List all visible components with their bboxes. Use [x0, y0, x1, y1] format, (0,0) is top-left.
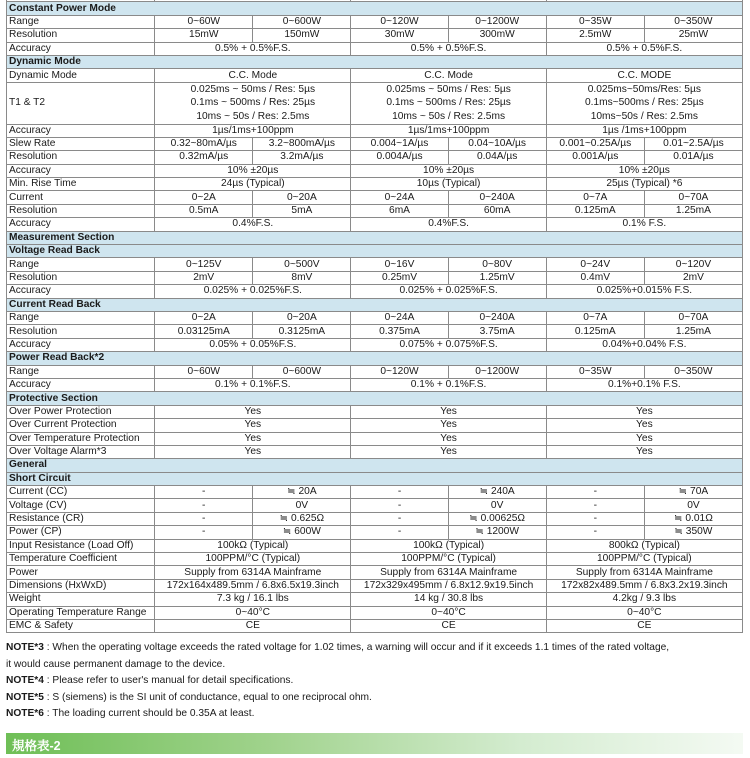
value-cell: - — [351, 512, 448, 525]
value-cell: 0.4%F.S. — [155, 218, 351, 231]
spec-row — [7, 619, 743, 632]
value-cell: 0~2A — [155, 191, 253, 204]
value-cell: CE — [155, 619, 351, 632]
row-label: Range — [7, 311, 155, 324]
section-header: Measurement Section — [7, 231, 743, 244]
value-cell: Yes — [155, 432, 351, 445]
value-cell: 15mW — [155, 29, 253, 42]
spec-row — [7, 285, 743, 298]
note-5 — [6, 690, 743, 707]
value-cell: ≒ 240A — [448, 486, 546, 499]
value-cell: 0~350W — [644, 365, 742, 378]
value-cell: 0V — [253, 499, 351, 512]
note-text: : The loading current should be 0.35A at least. — [43, 708, 255, 720]
value-cell: 0.025% + 0.025%F.S. — [155, 285, 351, 298]
value-cell: Yes — [546, 432, 742, 445]
row-label: Accuracy — [7, 285, 155, 298]
value-cell: 0~80V — [448, 258, 546, 271]
row-label: Dimensions (HxWxD) — [7, 579, 155, 592]
value-line: 10ms ~ 50s / Res: 2.5ms — [392, 110, 506, 122]
row-label: Resolution — [7, 325, 155, 338]
value-cell: 25µs (Typical) *6 — [546, 178, 742, 191]
value-cell: 100PPM/°C (Typical) — [155, 553, 351, 566]
value-cell: 0~20A — [253, 191, 351, 204]
row-label: Accuracy — [7, 218, 155, 231]
value-cell: 0~120W — [351, 15, 448, 28]
value-cell: 0.32~80mA/µs — [155, 137, 253, 150]
value-cell: 10% ±20µs — [546, 164, 742, 177]
section-header: Dynamic Mode — [7, 55, 743, 68]
value-cell: 3.2~800mA/µs — [253, 137, 351, 150]
value-cell: 0~40°C — [546, 606, 742, 619]
value-cell: 0.32mA/µs — [155, 151, 253, 164]
value-cell: 2mV — [155, 271, 253, 284]
value-cell: 0~24A — [351, 191, 448, 204]
value-cell: 0.004~1A/µs — [351, 137, 448, 150]
spec-row — [7, 69, 743, 82]
value-cell: Yes — [351, 432, 546, 445]
value-cell: 0~35W — [546, 15, 644, 28]
section-header-row — [7, 2, 743, 15]
value-cell: 25mW — [644, 29, 742, 42]
value-cell: 0V — [448, 499, 546, 512]
spec-row — [7, 419, 743, 432]
row-label: T1 & T2 — [7, 82, 155, 124]
value-cell: 2.5mW — [546, 29, 644, 42]
value-cell: 172x164x489.5mm / 6.8x6.5x19.3inch — [155, 579, 351, 592]
row-label: Range — [7, 15, 155, 28]
row-label: Resolution — [7, 29, 155, 42]
value-cell: 0.001~0.25A/µs — [546, 137, 644, 150]
value-cell: 0~24V — [546, 258, 644, 271]
value-cell: Yes — [546, 405, 742, 418]
note-3-continued — [6, 657, 743, 674]
value-cell: Yes — [546, 419, 742, 432]
value-cell: 0.5mA — [155, 204, 253, 217]
value-cell: ≒ 0.01Ω — [644, 512, 742, 525]
spec-row — [7, 432, 743, 445]
value-cell: 0.1% + 0.1%F.S. — [155, 378, 351, 391]
value-cell: 172x82x489.5mm / 6.8x3.2x19.3inch — [546, 579, 742, 592]
value-line: 0.1ms ~ 500ms / Res: 25µs — [190, 97, 316, 109]
row-label: Current — [7, 191, 155, 204]
value-cell: 100PPM/°C (Typical) — [351, 553, 546, 566]
value-cell: 0~16V — [351, 258, 448, 271]
value-cell: 10% ±20µs — [155, 164, 351, 177]
spec-row — [7, 606, 743, 619]
row-label: Resolution — [7, 271, 155, 284]
value-cell: Supply from 6314A Mainframe — [546, 566, 742, 579]
value-cell: 0~60W — [155, 15, 253, 28]
value-cell: 10% ±20µs — [351, 164, 546, 177]
section-header-row — [7, 472, 743, 485]
spec-table-body — [7, 0, 743, 633]
value-cell: Yes — [155, 419, 351, 432]
section-header: Power Read Back*2 — [7, 352, 743, 365]
value-cell: 1.25mA — [644, 325, 742, 338]
value-cell: Yes — [546, 445, 742, 458]
note-key: NOTE*4 — [6, 675, 44, 687]
value-cell: 172x329x495mm / 6.8x12.9x19.5inch — [351, 579, 546, 592]
section-header: Constant Power Mode — [7, 2, 743, 15]
spec-row — [7, 258, 743, 271]
section-header-row — [7, 55, 743, 68]
value-cell: 0~125V — [155, 258, 253, 271]
value-cell: 0.375mA — [351, 325, 448, 338]
note-text: : Please refer to user's manual for detail specifications. — [43, 675, 294, 687]
value-cell: 0V — [644, 499, 742, 512]
spec-row — [7, 191, 743, 204]
value-cell: 3.75mA — [448, 325, 546, 338]
value-cell: 0~1200W — [448, 365, 546, 378]
value-cell: 0~40°C — [155, 606, 351, 619]
value-cell: 0.025% + 0.025%F.S. — [351, 285, 546, 298]
value-cell: 5mA — [253, 204, 351, 217]
value-cell: 0.5% + 0.5%F.S. — [546, 42, 742, 55]
row-label: Slew Rate — [7, 137, 155, 150]
value-cell: 300mW — [448, 29, 546, 42]
value-cell: 0~24A — [351, 311, 448, 324]
row-label: Dynamic Mode — [7, 69, 155, 82]
note-text: : When the operating voltage exceeds the rated voltage for 1.02 times, a warning will occur and if it exceeds 1.1 times of the rated voltage, — [43, 642, 670, 653]
value-cell: 0~120W — [351, 365, 448, 378]
value-cell: Supply from 6314A Mainframe — [351, 566, 546, 579]
value-cell: 0.1% + 0.1%F.S. — [351, 378, 546, 391]
row-label: Voltage (CV) — [7, 499, 155, 512]
value-cell: 7.3 kg / 16.1 lbs — [155, 593, 351, 606]
value-cell: C.C. Mode — [351, 69, 546, 82]
row-label: Resolution — [7, 151, 155, 164]
value-line: 0.025ms ~ 50ms / Res: 5µs — [190, 83, 316, 95]
note-text: it would cause permanent damage to the device. — [6, 658, 226, 670]
row-label: Power (CP) — [7, 526, 155, 539]
value-cell: 0~20A — [253, 311, 351, 324]
value-cell — [155, 82, 351, 124]
value-cell: - — [351, 499, 448, 512]
value-cell: 6mA — [351, 204, 448, 217]
value-cell: 100PPM/°C (Typical) — [546, 553, 742, 566]
section-header: Short Circuit — [7, 472, 743, 485]
value-cell: 0~35W — [546, 365, 644, 378]
value-cell: 0.04~10A/µs — [448, 137, 546, 150]
note-4 — [6, 673, 743, 690]
row-label: Range — [7, 258, 155, 271]
row-label: Power — [7, 566, 155, 579]
row-label: Operating Temperature Range — [7, 606, 155, 619]
row-label: Input Resistance (Load Off) — [7, 539, 155, 552]
value-cell: 0.125mA — [546, 325, 644, 338]
value-cell: 2mV — [644, 271, 742, 284]
value-cell: 0~40°C — [351, 606, 546, 619]
spec-row — [7, 124, 743, 137]
value-cell: Yes — [155, 445, 351, 458]
value-cell — [546, 82, 742, 124]
row-label: Temperature Coefficient — [7, 553, 155, 566]
note-key: NOTE*6 — [6, 708, 44, 720]
value-cell: 0~2A — [155, 311, 253, 324]
section-banner — [6, 733, 743, 754]
notes-section — [6, 640, 743, 723]
value-cell: C.C. MODE — [546, 69, 742, 82]
value-cell: 1.25mA — [644, 204, 742, 217]
spec-row — [7, 566, 743, 579]
value-line: 0.025ms~50ms/Res: 5µs — [587, 83, 701, 95]
note-key: NOTE*5 — [6, 691, 44, 703]
spec-row — [7, 593, 743, 606]
value-cell: 0.01~2.5A/µs — [644, 137, 742, 150]
value-cell: - — [546, 486, 644, 499]
spec-row — [7, 151, 743, 164]
value-cell: 150mW — [253, 29, 351, 42]
value-cell: Yes — [351, 445, 546, 458]
value-cell: 0~120V — [644, 258, 742, 271]
row-label: Accuracy — [7, 42, 155, 55]
value-cell: ≒ 1200W — [448, 526, 546, 539]
value-cell: - — [155, 512, 253, 525]
value-cell: 24µs (Typical) — [155, 178, 351, 191]
value-cell: 0.01A/µs — [644, 151, 742, 164]
row-label: Min. Rise Time — [7, 178, 155, 191]
value-cell: 0~500V — [253, 258, 351, 271]
value-cell: 100kΩ (Typical) — [155, 539, 351, 552]
row-label: Over Current Protection — [7, 419, 155, 432]
value-cell: 4.2kg / 9.3 lbs — [546, 593, 742, 606]
value-cell: 0.04A/µs — [448, 151, 546, 164]
value-cell: 0~1200W — [448, 15, 546, 28]
banner-title: 規格表-2 — [12, 739, 61, 753]
spec-row — [7, 365, 743, 378]
value-cell: 0.05% + 0.05%F.S. — [155, 338, 351, 351]
row-label: Accuracy — [7, 164, 155, 177]
spec-row — [7, 311, 743, 324]
value-cell: 100kΩ (Typical) — [351, 539, 546, 552]
value-cell: 10µs (Typical) — [351, 178, 546, 191]
value-line: 0.1ms ~ 500ms / Res: 25µs — [386, 97, 511, 109]
value-cell: Yes — [351, 419, 546, 432]
spec-table — [6, 0, 743, 633]
row-label: Over Power Protection — [7, 405, 155, 418]
section-header-row — [7, 245, 743, 258]
section-header-row — [7, 352, 743, 365]
value-cell: - — [546, 526, 644, 539]
value-cell: 0.125mA — [546, 204, 644, 217]
spec-row — [7, 271, 743, 284]
value-cell: 1.25mV — [448, 271, 546, 284]
row-label: EMC & Safety — [7, 619, 155, 632]
value-line: 10ms~50s / Res: 2.5ms — [590, 110, 699, 122]
value-cell: 0.025%+0.015% F.S. — [546, 285, 742, 298]
spec-row — [7, 325, 743, 338]
spec-row — [7, 553, 743, 566]
row-label: Accuracy — [7, 338, 155, 351]
value-cell: 0.004A/µs — [351, 151, 448, 164]
value-cell: ≒ 0.00625Ω — [448, 512, 546, 525]
spec-row — [7, 204, 743, 217]
value-cell: 60mA — [448, 204, 546, 217]
spec-table-container — [6, 0, 743, 633]
spec-row — [7, 178, 743, 191]
value-cell: CE — [546, 619, 742, 632]
value-cell: Yes — [155, 405, 351, 418]
spec-row — [7, 15, 743, 28]
value-cell: - — [155, 499, 253, 512]
value-cell: 0.3125mA — [253, 325, 351, 338]
spec-row — [7, 539, 743, 552]
section-header: Current Read Back — [7, 298, 743, 311]
note-text: : S (siemens) is the SI unit of conductance, equal to one reciprocal ohm. — [43, 691, 372, 703]
value-cell: - — [351, 526, 448, 539]
value-cell: ≒ 600W — [253, 526, 351, 539]
value-line: 0.025ms ~ 50ms / Res: 5µs — [386, 83, 511, 95]
spec-row — [7, 445, 743, 458]
row-label: Over Voltage Alarm*3 — [7, 445, 155, 458]
section-header-row — [7, 298, 743, 311]
row-label: Resistance (CR) — [7, 512, 155, 525]
value-cell: 0.1% F.S. — [546, 218, 742, 231]
value-cell: 0~60W — [155, 365, 253, 378]
value-cell: 0~240A — [448, 311, 546, 324]
section-header: Protective Section — [7, 392, 743, 405]
spec-row — [7, 486, 743, 499]
value-cell: - — [546, 499, 644, 512]
section-header-row — [7, 231, 743, 244]
value-cell: 0.4mV — [546, 271, 644, 284]
value-cell: 0~7A — [546, 311, 644, 324]
value-cell: 0.1%+0.1% F.S. — [546, 378, 742, 391]
value-cell: 0.5% + 0.5%F.S. — [155, 42, 351, 55]
value-cell: Supply from 6314A Mainframe — [155, 566, 351, 579]
value-cell: 1µs /1ms+100ppm — [546, 124, 742, 137]
value-cell: - — [351, 486, 448, 499]
note-6 — [6, 706, 743, 723]
note-key: NOTE*3 — [6, 642, 44, 653]
value-cell: 0.001A/µs — [546, 151, 644, 164]
spec-row — [7, 82, 743, 124]
value-cell: 0~240A — [448, 191, 546, 204]
section-header-row — [7, 392, 743, 405]
row-label: Resolution — [7, 204, 155, 217]
row-label: Accuracy — [7, 378, 155, 391]
value-cell: 1µs/1ms+100ppm — [155, 124, 351, 137]
value-line: 0.1ms~500ms / Res: 25µs — [584, 97, 704, 109]
value-cell: CE — [351, 619, 546, 632]
value-line: 10ms ~ 50s / Res: 2.5ms — [196, 110, 310, 122]
value-cell: ≒ 20A — [253, 486, 351, 499]
value-cell: 8mV — [253, 271, 351, 284]
row-label: Current (CC) — [7, 486, 155, 499]
section-header: Voltage Read Back — [7, 245, 743, 258]
value-cell: 0.075% + 0.075%F.S. — [351, 338, 546, 351]
value-cell: ≒ 350W — [644, 526, 742, 539]
value-cell: 0.5% + 0.5%F.S. — [351, 42, 546, 55]
value-cell: 0~350W — [644, 15, 742, 28]
value-cell: ≒ 70A — [644, 486, 742, 499]
value-cell: 800kΩ (Typical) — [546, 539, 742, 552]
value-cell: - — [546, 512, 644, 525]
value-cell: Yes — [351, 405, 546, 418]
spec-row — [7, 405, 743, 418]
value-cell: 0~600W — [253, 365, 351, 378]
spec-row — [7, 378, 743, 391]
spec-row — [7, 499, 743, 512]
spec-row — [7, 338, 743, 351]
spec-row — [7, 526, 743, 539]
value-cell: - — [155, 486, 253, 499]
row-label: Over Temperature Protection — [7, 432, 155, 445]
value-cell: 1µs/1ms+100ppm — [351, 124, 546, 137]
spec-row — [7, 579, 743, 592]
value-cell: C.C. Mode — [155, 69, 351, 82]
value-cell: 0~7A — [546, 191, 644, 204]
value-cell: 0.25mV — [351, 271, 448, 284]
section-header-row — [7, 459, 743, 472]
value-cell: 0~600W — [253, 15, 351, 28]
value-cell: 0~70A — [644, 191, 742, 204]
value-cell: 14 kg / 30.8 lbs — [351, 593, 546, 606]
note-3 — [6, 640, 743, 657]
spec-row — [7, 512, 743, 525]
value-cell: ≒ 0.625Ω — [253, 512, 351, 525]
value-cell: 0.04%+0.04% F.S. — [546, 338, 742, 351]
spec-row — [7, 137, 743, 150]
row-label: Range — [7, 365, 155, 378]
row-label: Weight — [7, 593, 155, 606]
spec-row — [7, 218, 743, 231]
spec-row — [7, 42, 743, 55]
row-label: Accuracy — [7, 124, 155, 137]
spec-row — [7, 29, 743, 42]
value-cell: 0~70A — [644, 311, 742, 324]
section-header: General — [7, 459, 743, 472]
value-cell: 30mW — [351, 29, 448, 42]
value-cell: - — [155, 526, 253, 539]
value-cell — [351, 82, 546, 124]
value-cell: 0.4%F.S. — [351, 218, 546, 231]
spec-row — [7, 164, 743, 177]
value-cell: 0.03125mA — [155, 325, 253, 338]
value-cell: 3.2mA/µs — [253, 151, 351, 164]
